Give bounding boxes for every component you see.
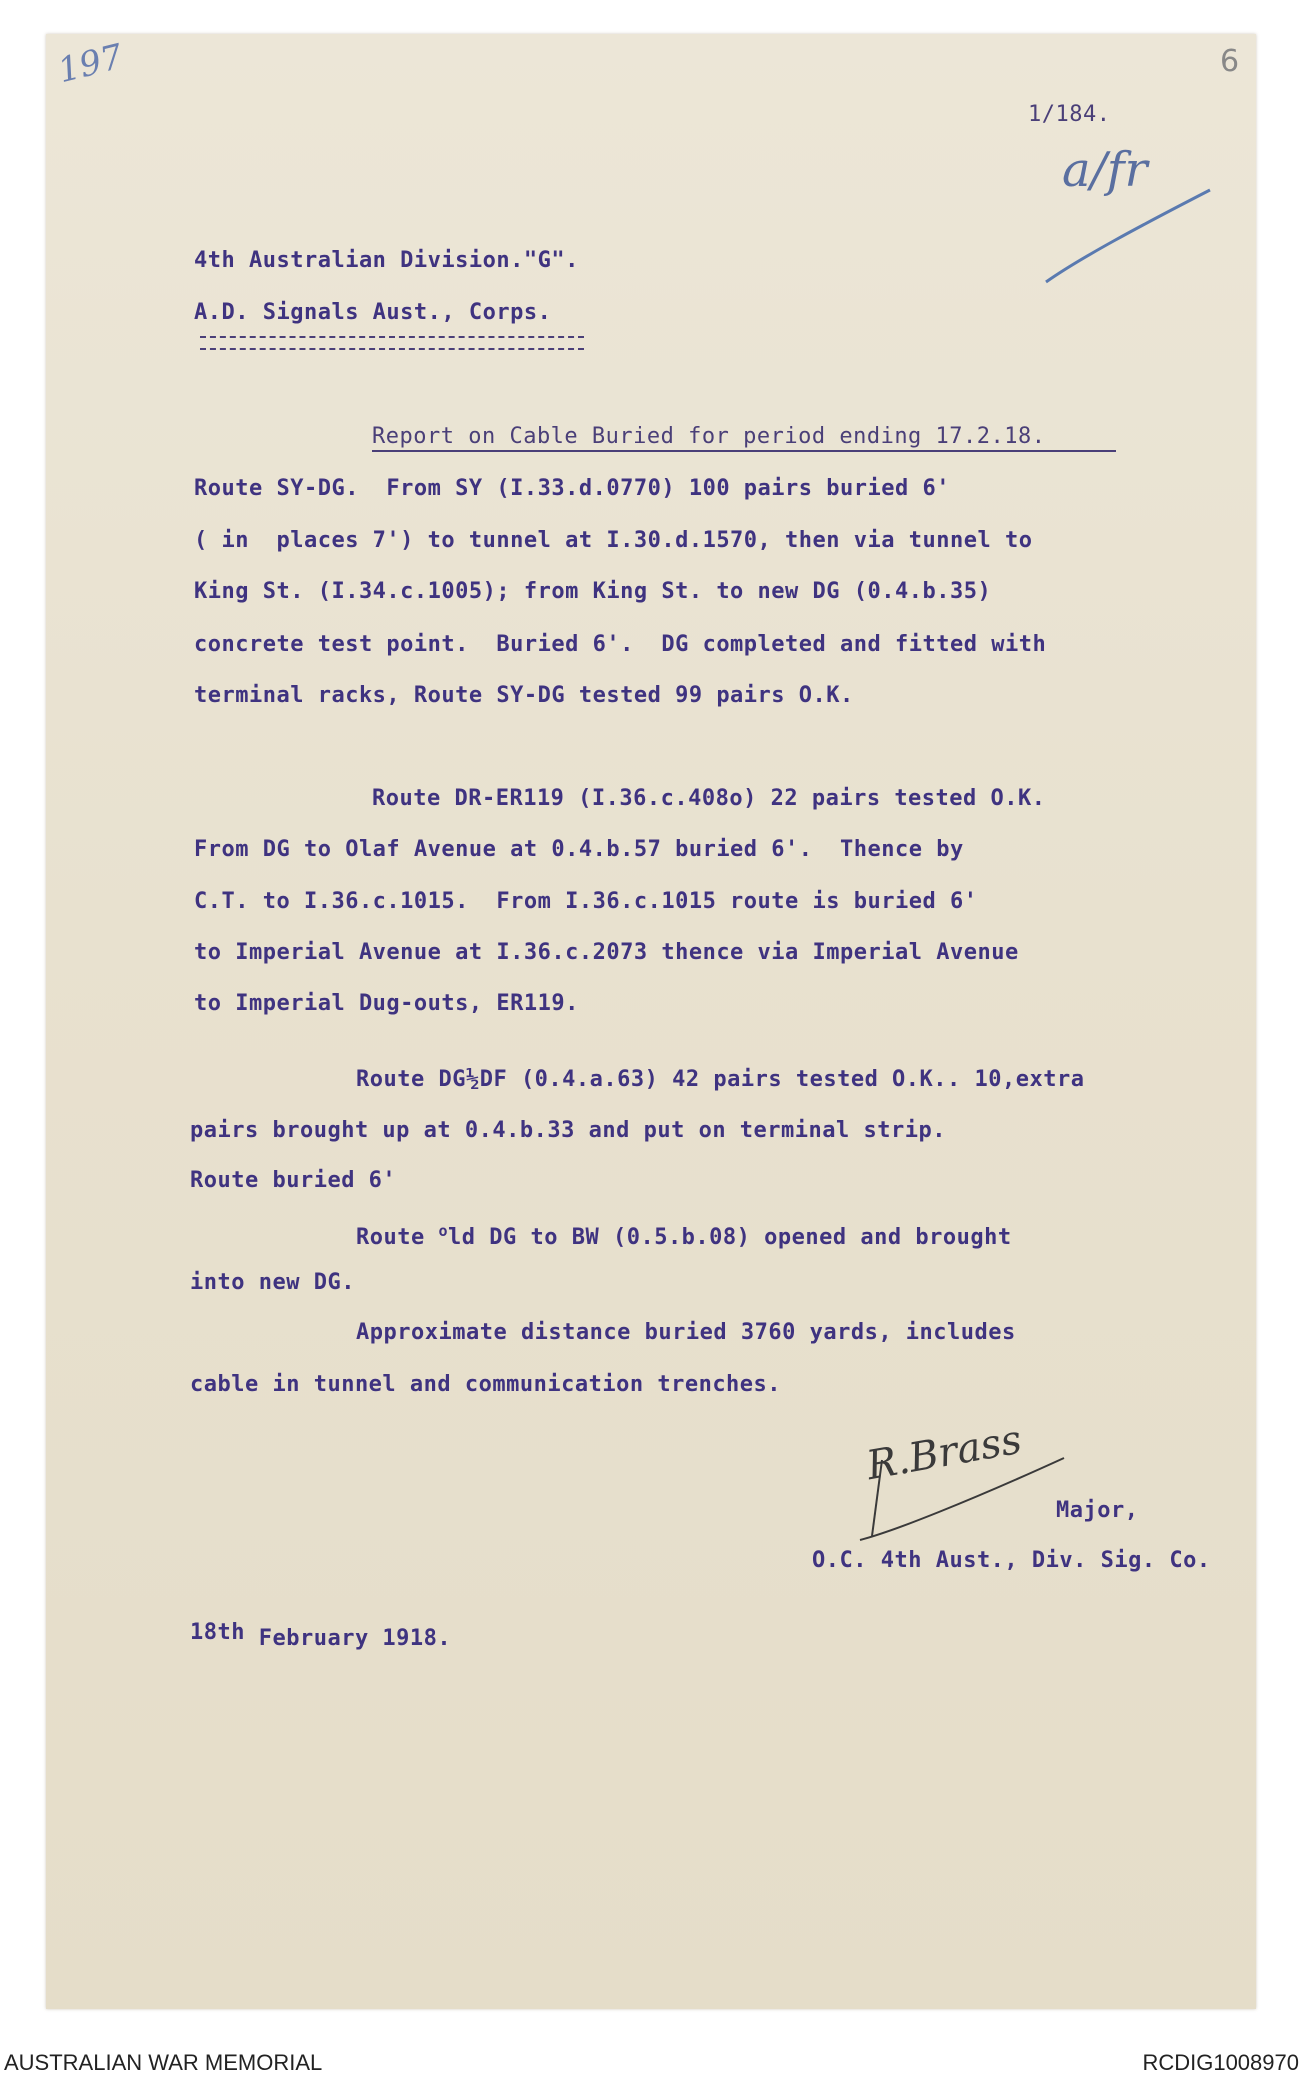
paragraph-3-line-3: Route buried 6' bbox=[190, 1168, 397, 1193]
paragraph-5-line-2: cable in tunnel and communication trenches. bbox=[190, 1372, 782, 1397]
paragraph-4-rest: ld DG to BW (0.5.b.08) opened and brought bbox=[448, 1225, 1012, 1250]
handwritten-initials: a/fr bbox=[1062, 142, 1148, 198]
paragraph-1-line-5: terminal racks, Route SY-DG tested 99 pairs O.K. bbox=[194, 683, 854, 708]
paragraph-5-line-1: Approximate distance buried 3760 yards, includes bbox=[356, 1320, 1016, 1345]
initials-flourish bbox=[1040, 186, 1220, 286]
reference-number: 1/184. bbox=[1028, 102, 1111, 127]
signature-unit: O.C. 4th Aust., Div. Sig. Co. bbox=[812, 1548, 1211, 1573]
title-underline bbox=[372, 450, 1116, 452]
paragraph-1-line-4: concrete test point. Buried 6'. DG completed and fitted with bbox=[194, 632, 1047, 657]
document-date bbox=[190, 1620, 451, 1651]
signature-flourish bbox=[852, 1440, 1072, 1550]
paragraph-4-line-1 bbox=[356, 1222, 1012, 1250]
document-page bbox=[46, 34, 1256, 2009]
paragraph-2-line-2: From DG to Olaf Avenue at 0.4.b.57 buried 6'. Thence by bbox=[194, 837, 964, 862]
paragraph-3-line-1: Route DG½DF (0.4.a.63) 42 pairs tested O.K.. 10,extra bbox=[356, 1067, 1085, 1092]
handwritten-signature: R.Brass bbox=[863, 1416, 1026, 1490]
paragraph-2-line-4: to Imperial Avenue at I.36.c.2073 thence via Imperial Avenue bbox=[194, 940, 1019, 965]
addressee-line-1: 4th Australian Division."G". bbox=[194, 248, 579, 273]
paragraph-4-lead: Route bbox=[356, 1225, 439, 1250]
addressee-underline bbox=[200, 336, 584, 350]
paragraph-1-line-2: ( in places 7') to tunnel at I.30.d.1570, then via tunnel to bbox=[194, 528, 1033, 553]
paragraph-2-line-3: C.T. to I.36.c.1015. From I.36.c.1015 route is buried 6' bbox=[194, 889, 978, 914]
signature-rank: Major, bbox=[1056, 1498, 1139, 1523]
footer-catalogue-id: RCDIG1008970 bbox=[1142, 2050, 1299, 2075]
page-number: 6 bbox=[1220, 44, 1240, 79]
paragraph-1-line-3: King St. (I.34.c.1005); from King St. to new DG (0.4.b.35) bbox=[194, 579, 992, 604]
paragraph-2-line-5: to Imperial Dug-outs, ER119. bbox=[194, 991, 579, 1016]
paragraph-3-line-2: pairs brought up at 0.4.b.33 and put on terminal strip. bbox=[190, 1118, 946, 1143]
footer-institution: AUSTRALIAN WAR MEMORIAL bbox=[4, 2050, 323, 2075]
paragraph-2-line-1: Route DR-ER119 (I.36.c.408o) 22 pairs tested O.K. bbox=[372, 786, 1046, 811]
report-title: Report on Cable Buried for period ending 17.2.18. bbox=[372, 424, 1046, 449]
date-rest: February 1918. bbox=[244, 1626, 452, 1651]
addressee-line-2: A.D. Signals Aust., Corps. bbox=[194, 300, 552, 325]
date-day: 18th bbox=[190, 1620, 245, 1645]
paragraph-1-line-1: Route SY-DG. From SY (I.33.d.0770) 100 pairs buried 6' bbox=[194, 476, 950, 501]
paragraph-4-line-2: into new DG. bbox=[190, 1270, 355, 1295]
folio-number: 197 bbox=[54, 36, 127, 92]
paragraph-4-superscript: o bbox=[438, 1222, 449, 1240]
